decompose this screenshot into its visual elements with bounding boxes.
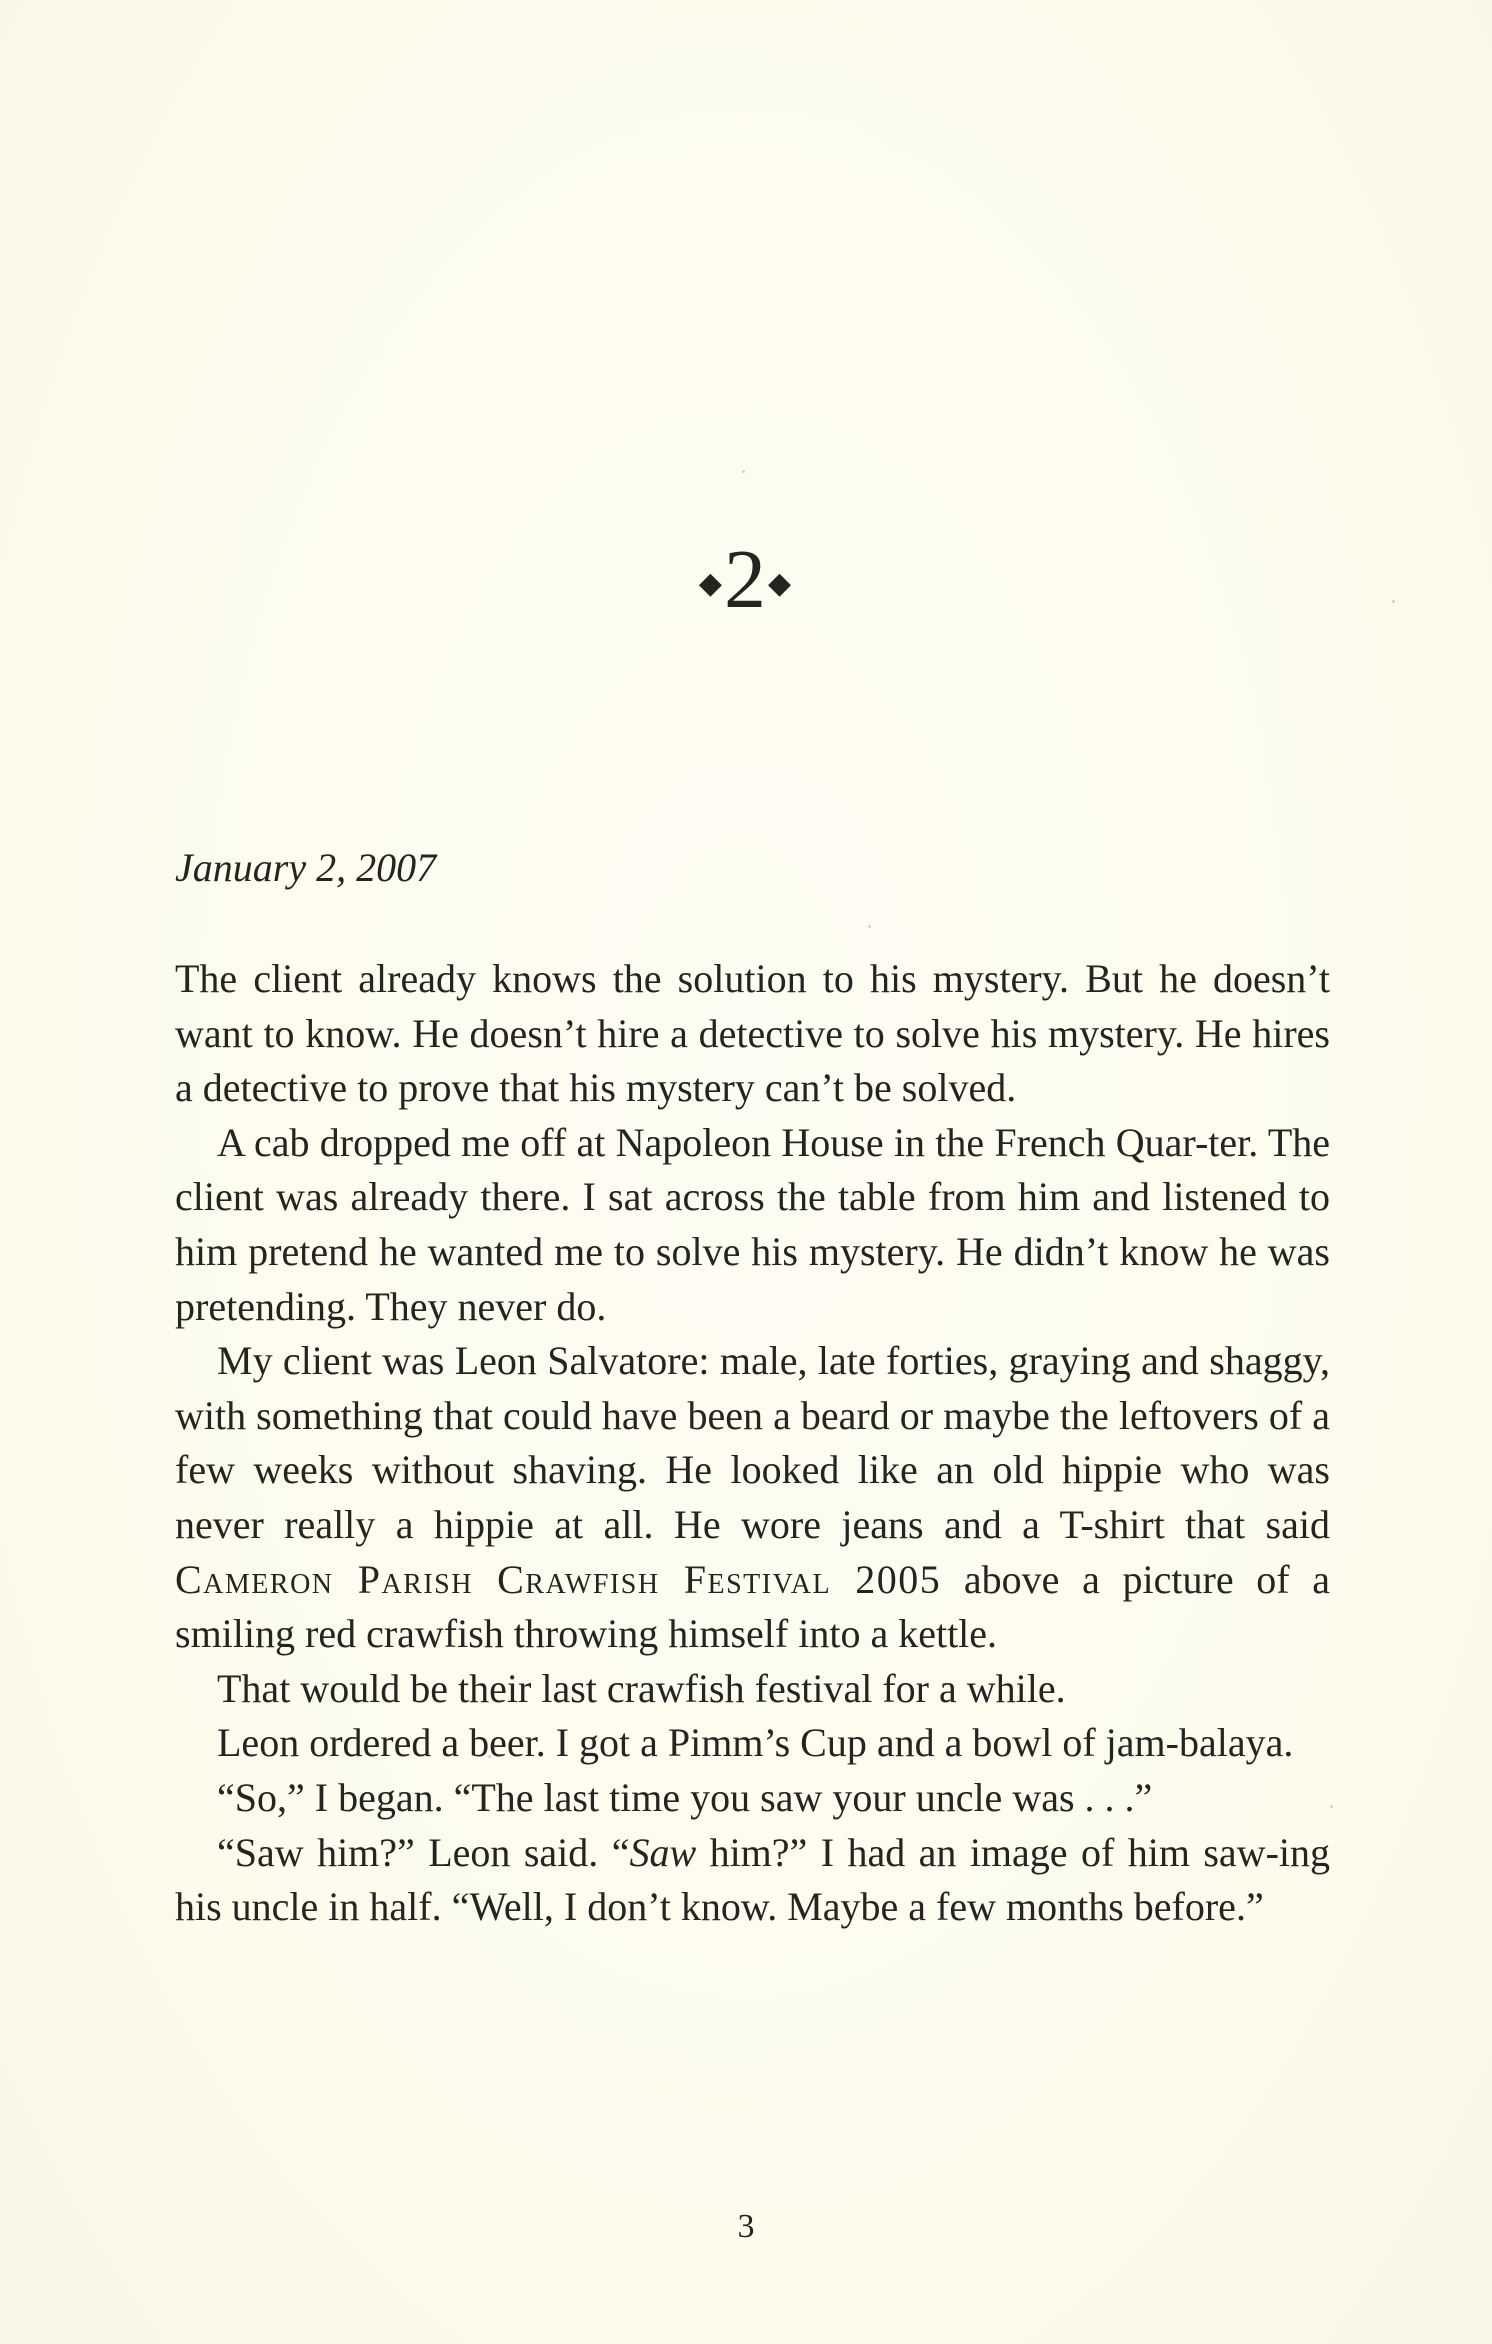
paragraph: “So,” I began. “The last time you saw your uncle was . . .”	[217, 1774, 1153, 1820]
paragraph-text: above a picture of a smiling red crawfish throwing himself into a kettle.	[175, 1556, 1331, 1657]
chapter-heading	[0, 530, 1492, 638]
emphasis-text: Saw	[629, 1829, 697, 1875]
paragraph	[175, 1826, 1330, 1935]
paper-speck	[868, 925, 871, 928]
paragraph: The client already knows the solution to his mystery. But he doesn’t want to know. He doesn’t hire a detective to solve his mystery. He hires a detective to prove that his mystery can’t be solved.	[175, 956, 1330, 1111]
chapter-ornament-left: ◆	[698, 566, 724, 600]
body-text	[175, 952, 1330, 1935]
tshirt-slogan: Cameron Parish Crawfish Festival 2005	[175, 1556, 942, 1602]
paragraph-text: My client was Leon Salvatore: male, late forties, graying and shaggy, with something that could have been a beard or maybe the leftovers of a few weeks without shaving. He looked like an old hippie who was never really a hippie at all. He wore jeans and a T-shirt that said	[175, 1338, 1330, 1547]
paragraph-text: “Saw him?” Leon said. “	[217, 1829, 630, 1875]
page-number: 3	[737, 2208, 755, 2245]
paper-speck	[742, 470, 745, 473]
date-line: January 2, 2007	[175, 845, 437, 890]
chapter-number: 2	[724, 533, 768, 626]
paragraph-text: him?” I had an image of him saw-ing his uncle in half. “Well, I don’t know. Maybe a few months before.”	[175, 1829, 1331, 1930]
chapter-ornament-right: ◆	[768, 566, 794, 600]
paragraph	[175, 1334, 1330, 1662]
paragraph: That would be their last crawfish festival for a while.	[217, 1665, 1066, 1711]
paper-speck	[1330, 1805, 1333, 1808]
paragraph: A cab dropped me off at Napoleon House in the French Quar-ter. The client was already there. I sat across the table from him and listened to him pretend he wanted me to solve his mystery. He didn’t know he was pretending. They never do.	[175, 1119, 1330, 1329]
paragraph: Leon ordered a beer. I got a Pimm’s Cup and a bowl of jam-balaya.	[217, 1720, 1294, 1766]
